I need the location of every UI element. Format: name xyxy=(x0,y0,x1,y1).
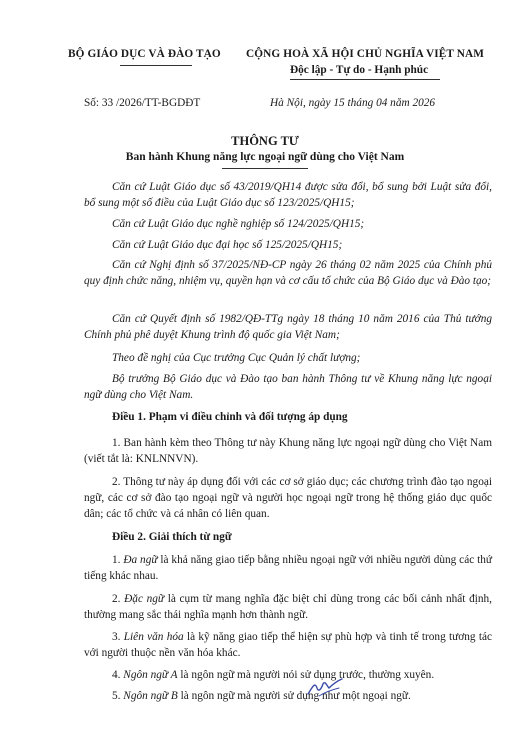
definition-item: 4. Ngôn ngữ A là ngôn ngữ mà người nói sử dụng trước, thường xuyên. xyxy=(112,669,435,681)
definition-item: 1. Đa ngữ là khả năng giao tiếp bằng nhiều ngoại ngữ với nhiều người dùng các thứ tiếng khác nhau. xyxy=(84,554,493,582)
place-date: Hà Nội, ngày 15 tháng 04 năm 2026 xyxy=(270,97,436,109)
document-subtitle: Ban hành Khung năng lực ngoại ngữ dùng cho Việt Nam xyxy=(125,151,405,163)
preamble-higher-education-law: Căn cứ Luật Giáo dục đại học số 125/2025/QH15; xyxy=(112,239,343,251)
motto-underline xyxy=(290,79,440,80)
preamble-vocational-law: Căn cứ Luật Giáo dục nghề nghiệp số 124/2025/QH15; xyxy=(112,218,365,230)
document-title: THÔNG TƯ xyxy=(231,134,299,148)
preamble-decree: Căn cứ Nghị định số 37/2025/NĐ-CP ngày 26 tháng 02 năm 2025 của Chính phủ quy định chức năng, nhiệm vụ, quyền hạn và cơ cấu tổ chức của Bộ Giáo dục và Đào tạo; xyxy=(84,259,492,287)
definition-item: 2. Đặc ngữ là cụm từ mang nghĩa đặc biệt chỉ dùng trong các bối cảnh nhất định, thường mang sắc thái nghĩa mạnh hơn thành ngữ. xyxy=(84,593,492,621)
definition-term: Đa ngữ xyxy=(123,554,158,566)
definition-term: Ngôn ngữ B xyxy=(123,690,178,702)
ministry-name: BỘ GIÁO DỤC VÀ ĐÀO TẠO xyxy=(68,48,221,60)
definition-item: 3. Liên văn hóa là kỹ năng giao tiếp thể hiện sự phù hợp và tinh tế trong tương tác với người thuộc nền văn hóa khác. xyxy=(84,631,492,659)
article-2-heading: Điều 2. Giải thích từ ngữ xyxy=(112,531,232,543)
preamble-proposal: Theo đề nghị của Cục trưởng Cục Quản lý chất lượng; xyxy=(112,352,361,364)
definition-term: Đặc ngữ xyxy=(124,593,165,605)
preamble-education-law: Căn cứ Luật Giáo dục số 43/2019/QH14 được sửa đổi, bổ sung bởi Luật sửa đổi, bổ sung một số điều của Luật Giáo dục số 123/2025/QH15; xyxy=(84,181,492,209)
initial-signature xyxy=(305,676,345,698)
national-motto: Độc lập - Tự do - Hạnh phúc xyxy=(290,64,429,76)
definition-term: Liên văn hóa xyxy=(123,631,184,643)
article-1-paragraph-1: 1. Ban hành kèm theo Thông tư này Khung năng lực ngoại ngữ dùng cho Việt Nam (viết tắt là: KNLNNVN). xyxy=(84,437,492,465)
preamble-decision: Căn cứ Quyết định số 1982/QĐ-TTg ngày 18 tháng 10 năm 2016 của Thủ tướng Chính phủ phê duyệt Khung trình độ quốc gia Việt Nam; xyxy=(84,313,492,341)
title-underline xyxy=(222,168,308,169)
preamble-minister: Bộ trưởng Bộ Giáo dục và Đào tạo ban hành Thông tư về Khung năng lực ngoại ngữ dùng cho Việt Nam. xyxy=(84,373,492,401)
ministry-underline xyxy=(120,65,192,66)
document-number: Số: 33 /2026/TT-BGDĐT xyxy=(84,97,201,109)
country-name: CỘNG HOÀ XÃ HỘI CHỦ NGHĨA VIỆT NAM xyxy=(246,48,485,60)
article-1-heading: Điều 1. Phạm vi điều chỉnh và đối tượng áp dụng xyxy=(112,411,348,423)
definition-term: Ngôn ngữ A xyxy=(123,669,178,681)
definition-item: 5. Ngôn ngữ B là ngôn ngữ mà người sử dụng như một ngoại ngữ. xyxy=(112,690,411,702)
article-1-paragraph-2: 2. Thông tư này áp dụng đối với các cơ sở giáo dục; các chương trình đào tạo ngoại ngữ, các cơ sở đào tạo ngoại ngữ và người học ngoại ngữ trong hệ thống giáo dục quốc dân; các tổ chức và cá nhân có liên quan. xyxy=(84,476,492,520)
